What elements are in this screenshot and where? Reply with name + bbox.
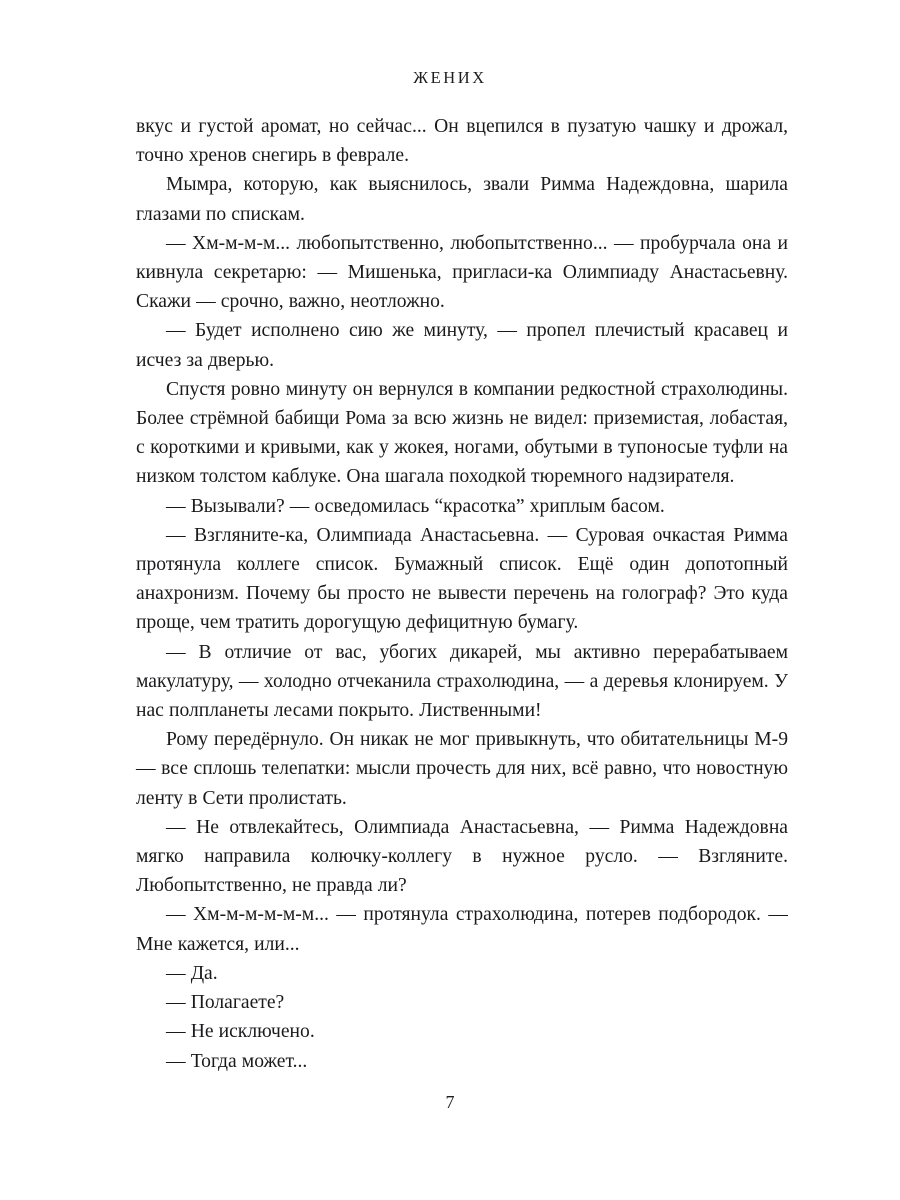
paragraph: — Не исключено.	[166, 1021, 315, 1043]
paragraph: Рому передёрнуло. Он никак не мог привыкнуть, что обитательницы М-9 — все сплошь телепатки: мысли прочесть для них, всё равно, что новостную ленту в Сети пролистать.	[136, 729, 788, 809]
running-head: ЖЕНИХ	[413, 68, 487, 87]
paragraph: Мымра, которую, как выяснилось, звали Римма Надеждовна, шарила глазами по спискам.	[136, 174, 788, 225]
paragraph: — Полагаете?	[166, 992, 285, 1014]
paragraph: — Вызывали? — осведомилась “красотка” хриплым басом.	[166, 495, 665, 517]
paragraph: Спустя ровно минуту он вернулся в компании редкостной страхолюдины. Более стрёмной бабищи Рома за всю жизнь не видел: приземистая, лобастая, с короткими и кривыми, как у жокея, ногами, обутыми в тупоносые туфли на низком толстом каблуке. Она шагала походкой тюремного надзирателя.	[136, 378, 788, 488]
paragraph: — Да.	[166, 962, 218, 984]
paragraph: — В отличие от вас, убогих дикарей, мы активно перерабатываем макулатуру, — холодно отчеканила страхолюдина, — а деревья клонируем. У нас полпланеты лесами покрыто. Лиственными!	[136, 641, 788, 722]
paragraph: — Хм-м-м-м-м-м... — протянула страхолюдина, потерев подбородок. — Мне кажется, или...	[136, 904, 788, 955]
paragraph: — Хм-м-м-м... любопытственно, любопытственно... — пробурчала она и кивнула секретарю: — Мишенька, пригласи-ка Олимпиаду Анастасьевну. Скажи — срочно, важно, неотложно.	[136, 232, 788, 313]
paragraph: — Тогда может...	[166, 1050, 308, 1072]
page-number: 7	[445, 1092, 455, 1112]
body-text-block	[136, 112, 788, 1076]
paragraph: вкус и густой аромат, но сейчас... Он вцепился в пузатую чашку и дрожал, точно хренов снегирь в феврале.	[136, 116, 788, 167]
paragraph: — Взгляните-ка, Олимпиада Анастасьевна. — Суровая очкастая Римма протянула коллеге список. Бумажный список. Ещё один допотопный анахронизм. Почему бы просто не вывести перечень на голограф? Это куда проще, чем тратить дорогущую дефицитную бумагу.	[136, 524, 788, 634]
paragraph: — Не отвлекайтесь, Олимпиада Анастасьевна, — Римма Надеждовна мягко направила колючку-коллегу в нужное русло. — Взгляните. Любопытственно, не правда ли?	[136, 816, 788, 897]
paragraph: — Будет исполнено сию же минуту, — пропел плечистый красавец и исчез за дверью.	[136, 320, 788, 371]
